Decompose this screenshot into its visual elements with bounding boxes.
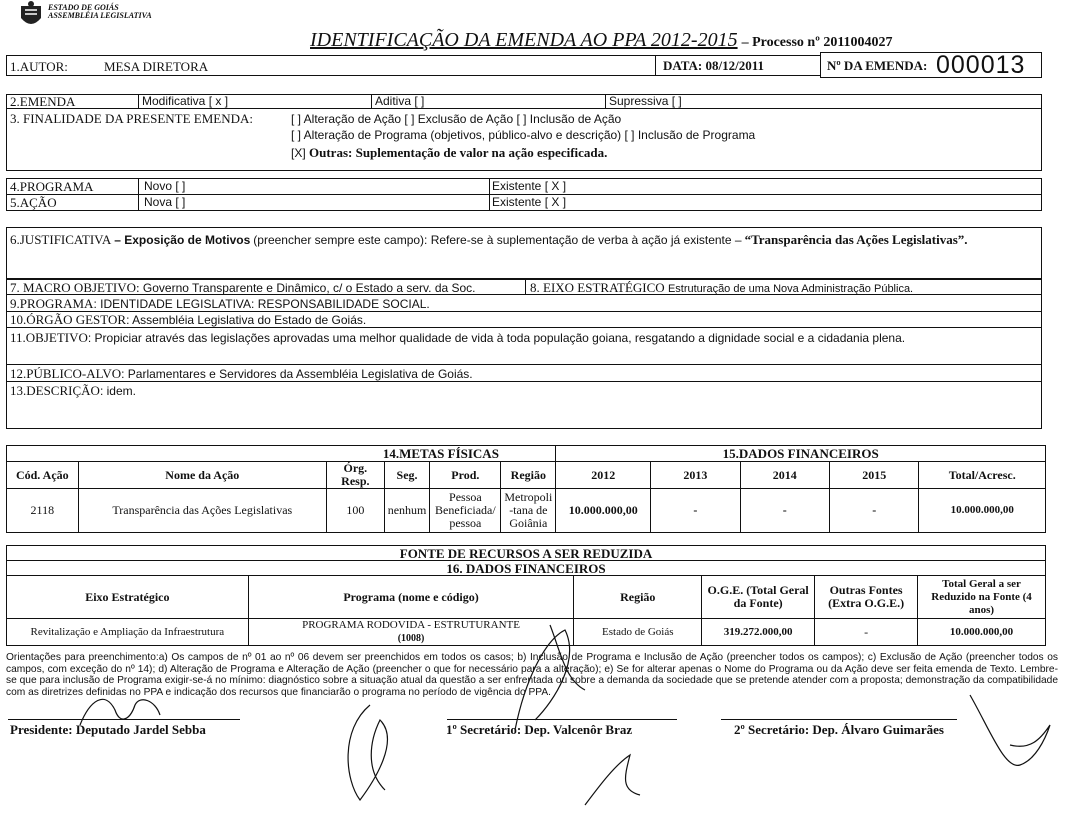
handwritten-signature-2-icon [505, 620, 595, 740]
processo-number: – Processo nº 2011004027 [741, 35, 893, 50]
emenda-finalidade-block: 2.EMENDA Modificativa [ x ] Aditiva [ ] Supressiva [ ] 3. FINALIDADE DA PRESENTE EMENDA: [ ] Alteração de Ação [ ] Exclusão de Ação [ ] Inclusão de Ação [ ] Alteração de Programa (objetivos, público-alvo e descrição) [ ] Inclusão de Programa [X] Outras: Suplementação de valor na ação especificada. [6, 94, 1042, 171]
page-title: IDENTIFICAÇÃO DA EMENDA AO PPA 2012-2015 [310, 29, 738, 51]
numero-emenda-field: Nº DA EMENDA: 000013 [820, 52, 1042, 78]
handwritten-signature-4-icon [960, 690, 1060, 790]
handwritten-signature-1-icon [330, 700, 410, 810]
fonte-recursos-title: FONTE DE RECURSOS A SER REDUZIDA [7, 546, 1046, 561]
signature-sec1: 1º Secretário: Dep. Valcenôr Braz [446, 722, 633, 737]
handwritten-signature-3-icon [580, 745, 650, 810]
metas-fisicas-header: 14.METAS FÍSICAS [326, 446, 555, 462]
emenda-number: 000013 [936, 51, 1026, 79]
dados-financeiros-16: 16. DADOS FINANCEIROS [7, 561, 1046, 576]
table-header-row: Cód. Ação Nome da Ação Órg. Resp. Seg. Prod. Região 2012 2013 2014 2015 Total/Acresc. [7, 462, 1046, 489]
metas-financeiros-table [6, 445, 1046, 533]
signature-line-sec2 [721, 719, 957, 720]
justificativa-block: 6.JUSTIFICATIVA – Exposição de Motivos (preencher sempre este campo): Refere-se à suplementação de verba à ação já existente – “Transparência das Ações Legislativas”. [6, 227, 1042, 279]
table-header-row: Eixo Estratégico Programa (nome e código) Região O.G.E. (Total Geral da Fonte) Outras Fontes (Extra O.G.E.) Total Geral a ser Reduzido na Fonte (4 anos) [7, 576, 1046, 619]
page-title-row [310, 29, 893, 52]
table-row: 2118 Transparência das Ações Legislativas 100 nenhum Pessoa Beneficiada/ pessoa Metropoli -tana de Goiânia 10.000.000,00 - - - 10.000.000,00 [7, 489, 1046, 533]
signature-presidente: Presidente: Deputado Jardel Sebba [10, 722, 206, 737]
data-field: DATA: 08/12/2011 [655, 55, 821, 76]
coat-of-arms-icon [18, 0, 44, 30]
autor-field: 1.AUTOR: MESA DIRETORA [6, 55, 656, 76]
handwritten-signature-presidente-icon [60, 680, 180, 740]
dados-financeiros-header: 15.DADOS FINANCEIROS [556, 446, 1046, 462]
signature-sec2: 2º Secretário: Dep. Álvaro Guimarães [734, 722, 944, 737]
orientacoes-text: Orientações para preenchimento:a) Os campos de nº 01 ao nº 06 devem ser preenchidos em todos os casos; b) Inclusão de Programa e Inclusão de Ação (preencher todos os campos); c) Exclusão de Ação (preencher todos os campos, com exceção do nº 14); d) Alteração de Programa e Alteração de Ação (preencher o que for necessário para a alteração); e) Se for alterar apenas o Nome do Programa ou da Ação deve ser feita emenda de Texto. Lembre-se que para inclusão de Programa exigir-se-á no mínimo: diagnóstico sobre a situação atual da questão a ser enfrentada ou sobre a demanda da sociedade que se pretende atender com a proposta; demonstração da compatibilidade com as diretrizes definidas no PPA e indicação dos recursos que financiarão o programa no período de vigência do PPA. [6, 652, 1058, 698]
objectives-block: 7. MACRO OBJETIVO: Governo Transparente e Dinâmico, c/ o Estado a serv. da Soc. 8. EIXO ESTRATÉGICO Estruturação de uma Nova Administração Pública. 9.PROGRAMA: IDENTIDADE LEGISLATIVA: RESPONSABILIDADE SOCIAL. 10.ÓRGÃO GESTOR: Assembléia Legislativa do Estado de Goiás. 11.OBJETIVO: Propiciar através das legislações aprovadas uma melhor qualidade de vida à toda população goiana, resgatando a dignidade social e a cidadania plena. 12.PÚBLICO-ALVO: Parlamentares e Servidores da Assembléia Legislativa de Goiás. 13.DESCRIÇÃO: idem. [6, 279, 1042, 429]
table-row: Revitalização e Ampliação da Infraestrutura PROGRAMA RODOVIDA - ESTRUTURANTE (1008) Estado de Goiás 319.272.000,00 - 10.000.000,00 [7, 619, 1046, 646]
programa-acao-block: 4.PROGRAMA Novo [ ] Existente [ X ] 5.AÇÃO Nova [ ] Existente [ X ] [6, 178, 1042, 211]
org-name: ESTADO DE GOIÁS ASSEMBLÉIA LEGISLATIVA [48, 3, 152, 20]
